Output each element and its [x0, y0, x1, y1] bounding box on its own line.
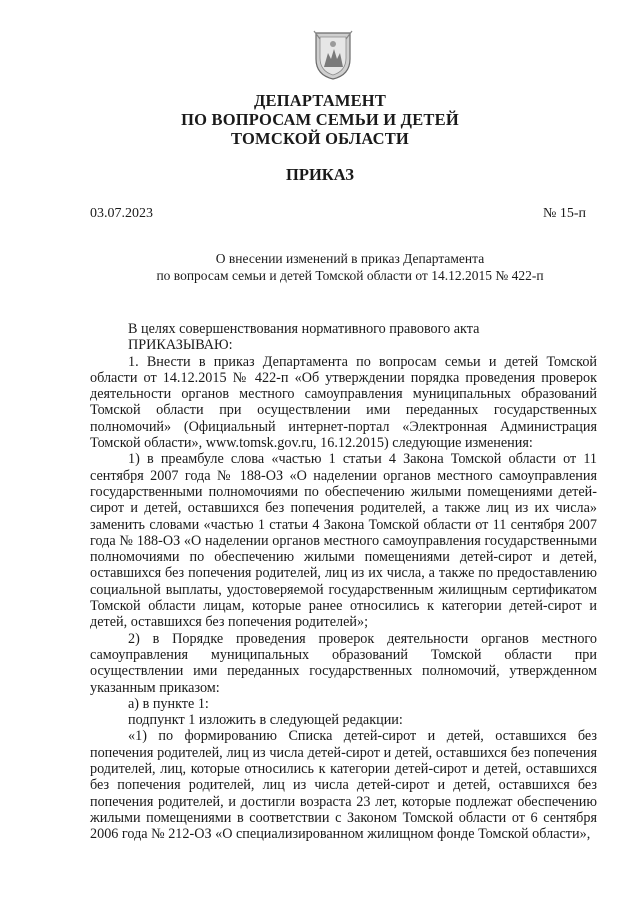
header-line-2: ПО ВОПРОСАМ СЕМЬИ И ДЕТЕЙ	[181, 110, 459, 129]
department-header	[0, 91, 640, 148]
header-line-3: ТОМСКОЙ ОБЛАСТИ	[231, 129, 409, 148]
document-type: ПРИКАЗ	[286, 165, 354, 184]
clause-1-1: 1) в преамбуле слова «частью 1 статьи 4 Закона Томской области от 11 сентября 2007 года № 188-ОЗ «О наделении органов местного самоуправления государственными полномочиями по обеспечению жилыми помещениями детей-сирот и детей, оставшихся без попечения родителей, а также лиц из их числа» заменить словами «частью 1 статьи 4 Закона Томской области от 11 сентября 2007 года № 188-ОЗ «О наделении органов местного самоуправления государственными полномочиями по обеспечению жилыми помещениями детей-сирот и детей, оставшихся без попечения родителей, лиц из их числа, а также по предоставлению социальной выплаты, удостоверяемой государственным жилищным сертификатом Томской области лицам, которые ранее относились к категории детей-сирот и детей, оставшихся без попечения родителей»;	[90, 451, 597, 631]
subclause-a-text: подпункт 1 изложить в следующей редакции:	[128, 712, 403, 729]
order-date: 03.07.2023	[90, 206, 153, 221]
preamble: В целях совершенствования нормативного правового акта	[128, 321, 480, 337]
clause-1: 1. Внести в приказ Департамента по вопросам семьи и детей Томской области от 14.12.2015 № 422-п «Об утверждении порядка проведения проверок деятельности органов местного самоуправления муниципальных образований Томской области при осуществлении ими переданных государственных полномочий» (Официальный интернет-портал «Электронная Администрация Томской области», www.tomsk.gov.ru, 16.12.2015) следующие изменения:	[90, 353, 597, 452]
tomsk-coat-of-arms-icon	[312, 29, 354, 81]
order-verb: ПРИКАЗЫВАЮ:	[128, 337, 233, 354]
order-subject	[0, 250, 640, 284]
subclause-a: а) в пункте 1:	[128, 695, 209, 712]
subject-line-1: О внесении изменений в приказ Департамента	[215, 251, 485, 266]
order-body	[90, 321, 597, 843]
clause-1-2: 2) в Порядке проведения проверок деятельности органов местного самоуправления муниципальных образований Томской области при осуществлении ими переданных государственных полномочий, утвержденном указанным приказом:	[90, 630, 597, 696]
order-number: № 15-п	[542, 206, 586, 221]
header-line-1: ДЕПАРТАМЕНТ	[253, 91, 387, 110]
new-wording: «1) по формированию Списка детей-сирот и детей, оставшихся без попечения родителей, лиц из числа детей-сирот и детей, оставшихся без попечения родителей, лиц, которые относились к категории детей-сирот и детей, оставшихся без попечения родителей, лиц из числа детей-сирот и детей, оставшихся без попечения родителей, и достигли возраста 23 лет, которые подлежат обеспечению жилыми помещениями в соответствии с Законом Томской области от 6 сентября 2006 года № 212-ОЗ «О специализированном жилищном фонде Томской области»,	[90, 728, 597, 843]
subject-line-2: по вопросам семьи и детей Томской области от 14.12.2015 № 422-п	[156, 268, 544, 283]
